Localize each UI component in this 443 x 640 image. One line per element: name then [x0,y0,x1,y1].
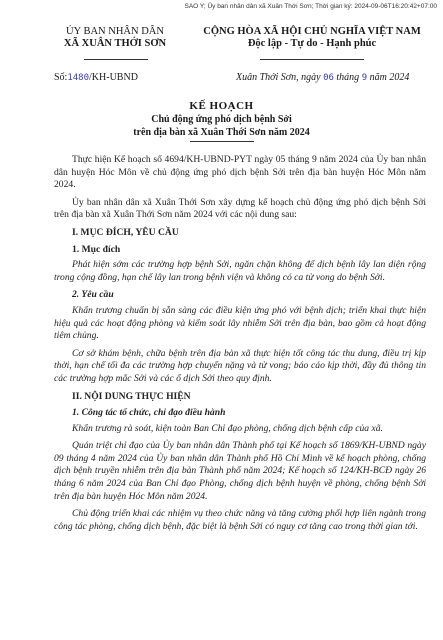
doc-number-suffix: /KH-UBND [89,72,138,83]
issuer-header [54,26,176,50]
paragraph-organization-1: Khẩn trương rà soát, kiện toàn Ban Chỉ đạo phòng, chống dịch bệnh cấp của xã. [72,422,383,434]
date-month-handwritten: 9 [361,73,368,83]
subheading-requirements: 2. Yêu cầu [72,289,114,301]
date-suffix: năm 2024 [369,72,410,83]
subheading-organization: 1. Công tác tổ chức, chỉ đạo điều hành [72,407,226,419]
national-motto: Độc lập - Tự do - Hạnh phúc [247,38,377,49]
digital-signature-stamp: SAO Y; Ủy ban nhân dân xã Xuân Thới Sơn; Thời gian ký: 2024-09-06T16:20:42+07:00 [184,3,437,10]
date-day-handwritten: 06 [323,73,334,83]
issuer-line2: XÃ XUÂN THỚI SƠN [63,38,167,49]
issuer-line1: ỦY BAN NHÂN DÂN [66,26,164,37]
paragraph-requirements-1: Khẩn trương chuẩn bị sẵn sàng các điều kiện ứng phó với bệnh dịch; triển khai thực hiện hiệu quả các hoạt động phòng và kiểm soát lây nhiễm Sởi trên địa bàn, bao gồm cả hoạt động tiêm chủng. [54,304,426,342]
motto-underline [260,59,364,60]
subtitle-line2: trên địa bàn xã Xuân Thới Sơn năm 2024 [133,127,310,138]
subtitle-underline [190,141,254,142]
issuer-underline [84,59,148,60]
document-date [236,72,409,83]
national-title: CỘNG HÒA XÃ HỘI CHỦ NGHĨA VIỆT NAM [203,26,421,37]
date-prefix: Xuân Thới Sơn, ngày [236,72,321,83]
document-body [54,154,426,538]
paragraph-organization-2: Quán triệt chỉ đạo của Ủy ban nhân dân Thành phố tại Kế hoạch số 1869/KH-UBND ngày 09 tháng 4 năm 2024 của Ủy ban nhân dân Thành phố Hồ Chí Minh về kế hoạch phòng, chống dịch bệnh truyền nhiễm trên địa bàn Thành phố năm 2024; Kế hoạch số 124/KH-BCĐ ngày 26 tháng 6 năm 2024 của Ban Chỉ đạo Phòng, chống dịch bệnh huyện về phòng, chống bệnh Sởi trên địa bàn huyện Hóc Môn năm 2024. [54,440,426,502]
section-heading-content: II. NỘI DUNG THỰC HIỆN [72,390,191,402]
section-heading-purpose: I. MỤC ĐÍCH, YÊU CẦU [72,226,179,238]
subtitle-line1: Chủ động ứng phó dịch bệnh Sởi [151,114,292,125]
doc-number-handwritten: 1480 [67,73,90,83]
national-header [198,26,426,50]
subheading-purpose: 1. Mục đích [72,243,121,255]
document-title: KẾ HOẠCH [189,100,254,112]
paragraph-intro: Ủy ban nhân dân xã Xuân Thới Sơn xây dựng kế hoạch chủ động ứng phó dịch bệnh Sởi trên địa bàn xã Xuân Thới Sơn năm 2024 với các nội dung sau: [54,196,426,221]
document-number [54,72,138,83]
document-subtitle [0,113,443,139]
doc-number-prefix: Số: [54,72,68,83]
paragraph-basis: Thực hiện Kế hoạch số 4694/KH-UBND-PYT ngày 05 tháng 9 năm 2024 của Ủy ban nhân dân huyện Hóc Môn về chủ động ứng phó dịch bệnh Sởi trên địa bàn huyện Hóc Môn năm 2024. [54,154,426,191]
paragraph-requirements-2: Cơ sở khám bệnh, chữa bệnh trên địa bàn xã thực hiện tốt công tác thu dung, điều trị kịp thời, hạn chế tối đa các trường hợp chuyển nặng và tử vong; báo cáo kịp thời, đầy đủ thông tin các trường hợp mắc Sởi và các ổ dịch Sởi theo quy định. [54,347,426,384]
paragraph-purpose: Phát hiện sớm các trường hợp bệnh Sởi, ngăn chặn không để dịch bệnh lây lan diện rộng trong cộng đồng, hạn chế lây lan trong bệnh viện và không có ca tử vong do bệnh Sởi. [54,259,426,283]
date-mid: tháng [336,72,360,83]
paragraph-organization-3: Chủ động triển khai các nhiệm vụ theo chức năng và tăng cường phối hợp liên ngành trong công tác phòng, chống dịch bệnh, đặc biệt là bệnh Sởi có nguy cơ tăng cao trong thời gian tới. [54,508,426,532]
